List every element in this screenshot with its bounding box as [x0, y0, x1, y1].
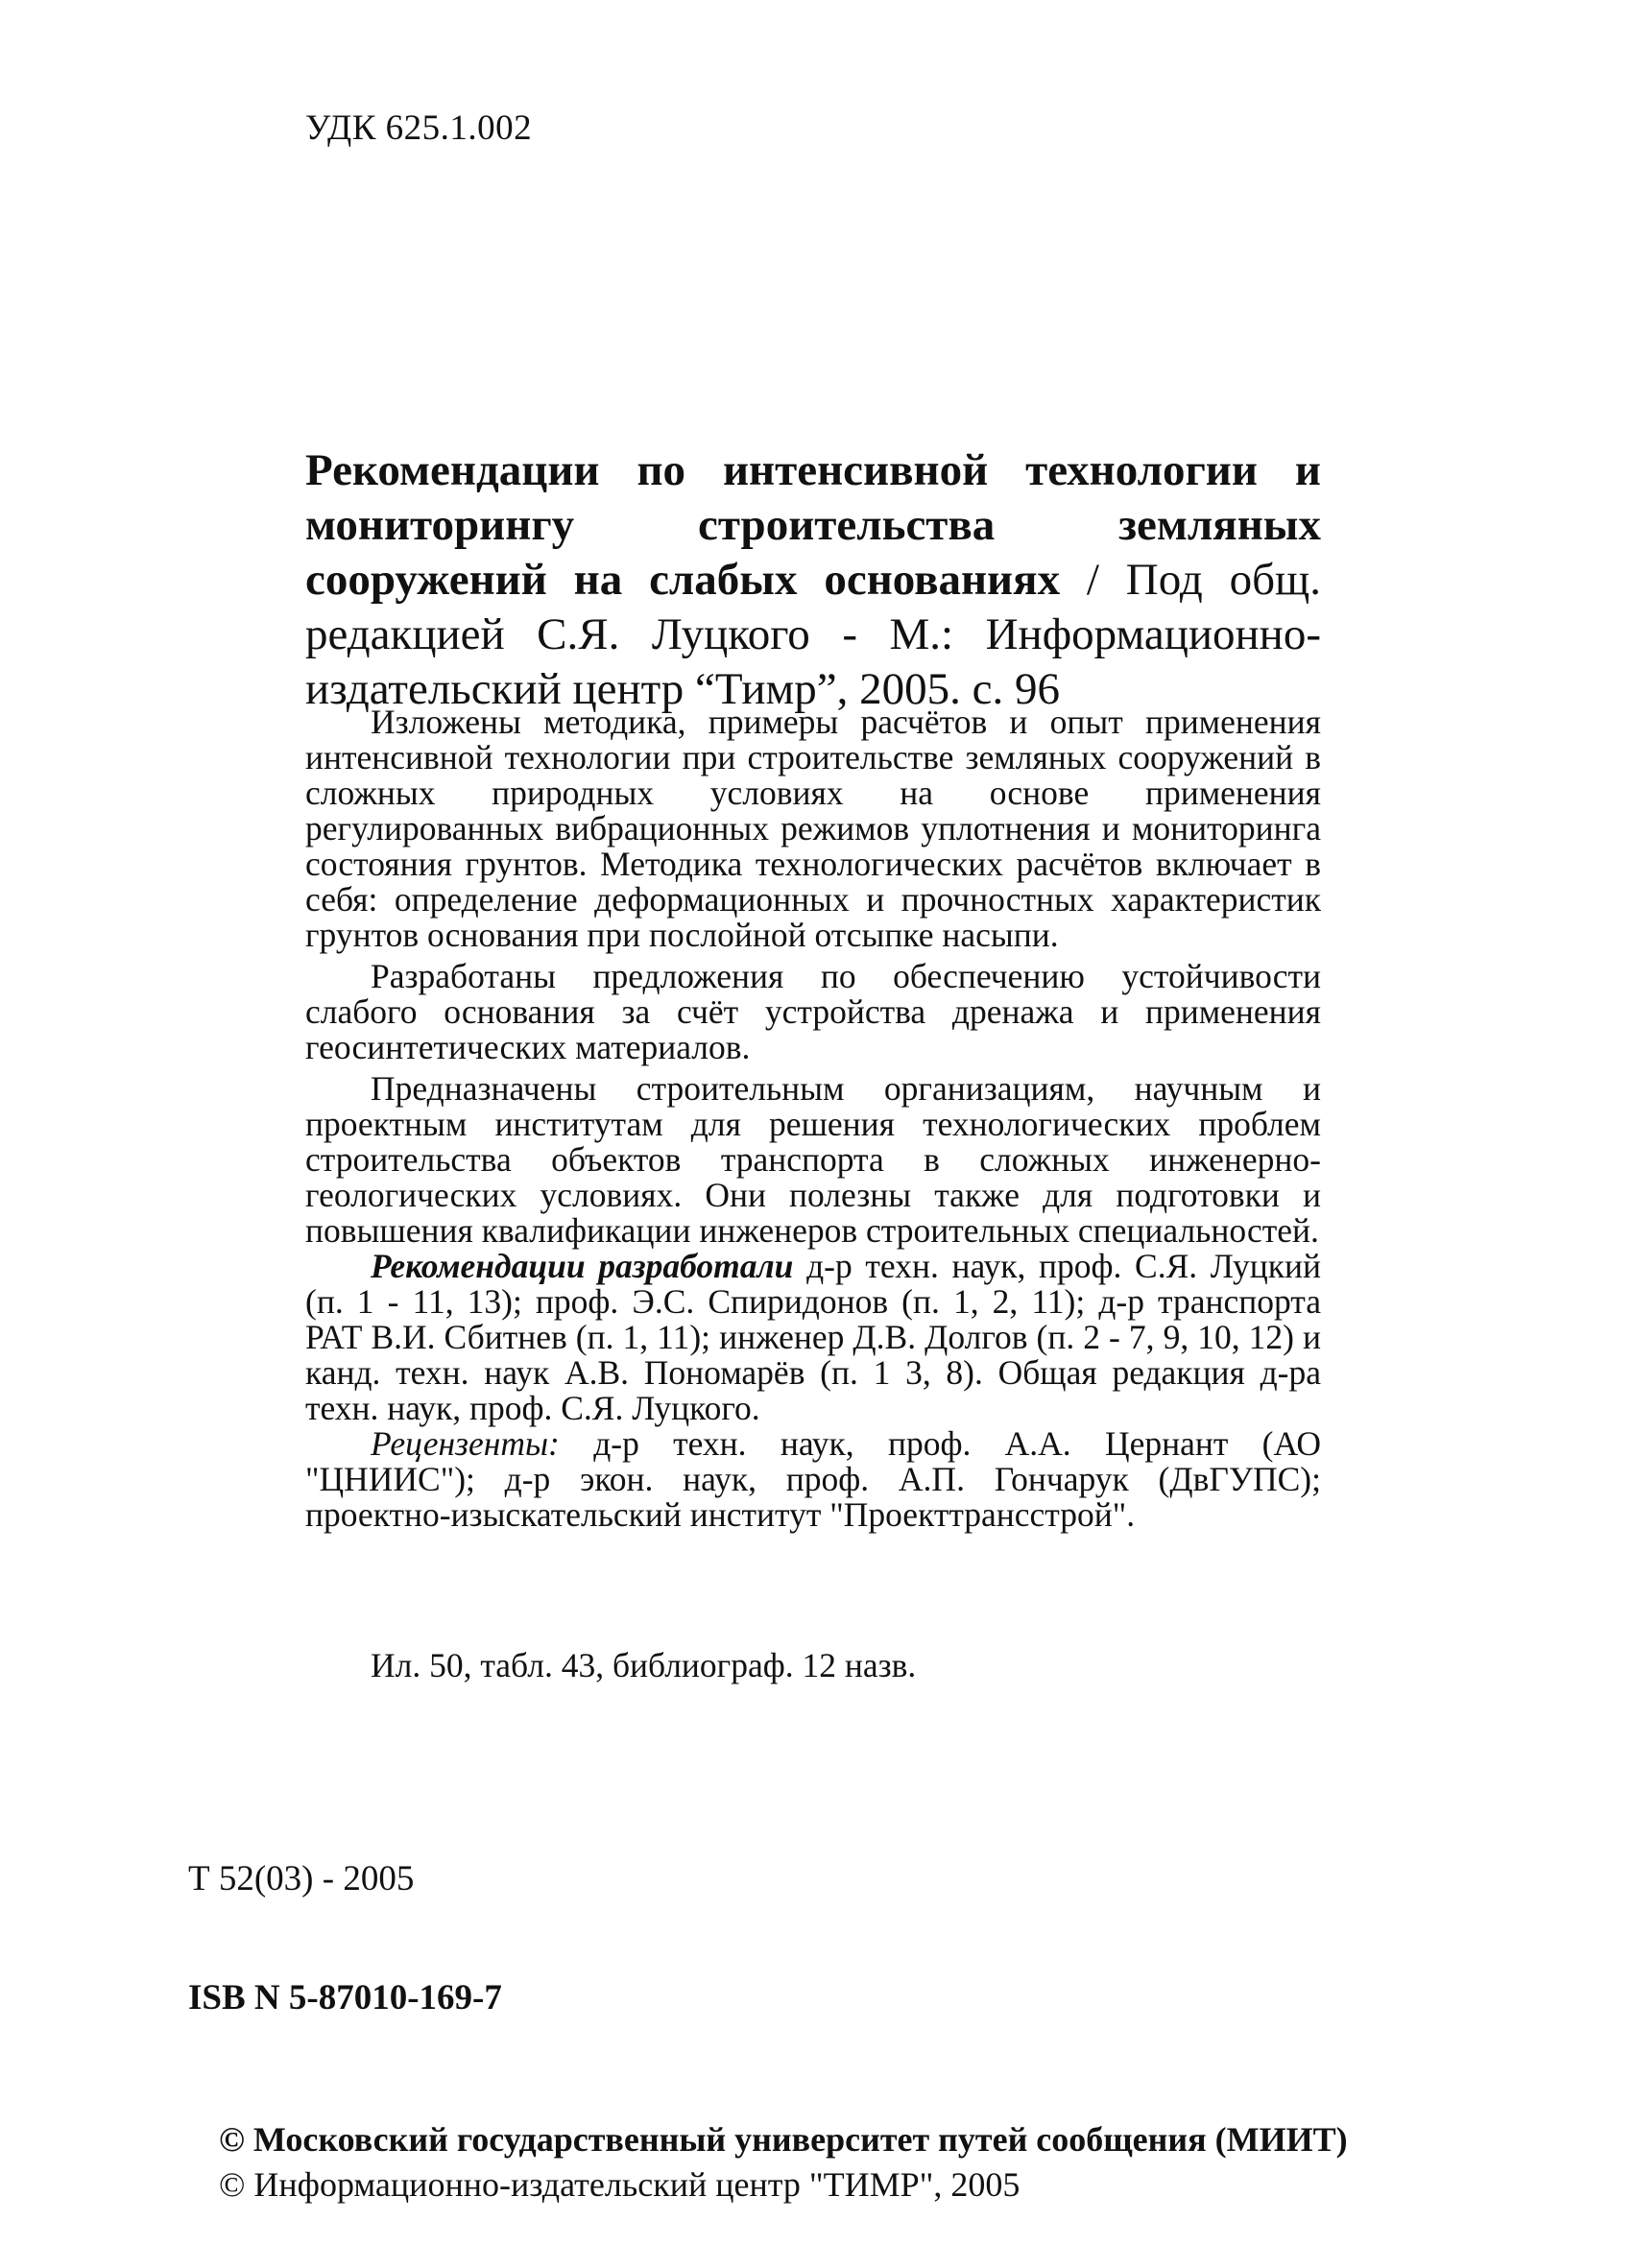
developers-label: Рекомендации разработали — [371, 1247, 794, 1285]
copyright-timr: © Информационно-издательский центр "ТИМР", 2005 — [219, 2165, 1021, 2204]
reviewers-text: д-р техн. наук, проф. А.А. Цернант (АО "ЦНИИС"); д-р экон. наук, проф. А.П. Гончарук (ДвГУПС); проектно-изыскательский институт "Проекттрансстрой". — [305, 1424, 1321, 1534]
bibliographic-title — [305, 443, 1321, 717]
developers-paragraph — [305, 1249, 1321, 1426]
t-code: Т 52(03) - 2005 — [188, 1859, 415, 1898]
abstract — [305, 704, 1321, 1533]
reviewers-label: Рецензенты: — [371, 1424, 560, 1463]
abstract-paragraph-2: Разработаны предложения по обеспечению устойчивости слабого основания за счёт устройства дренажа и применения геосинтетических материалов. — [305, 957, 1321, 1066]
reviewers-paragraph — [305, 1426, 1321, 1533]
abstract-paragraph-3: Предназначены строительным организациям, научным и проектным институтам для решения технологических проблем строительства объектов транспорта в сложных инженерно-геологических условиях. Они полезны также для подготовки и повышения квалификации инженеров строительных специальностей. — [305, 1069, 1321, 1250]
abstract-paragraph-1: Изложены методика, примеры расчётов и опыт применения интенсивной технологии при строительстве земляных сооружений в сложных природных условиях на основе применения регулированных вибрационных режимов уплотнения и мониторинга состояния грунтов. Методика технологических расчётов включает в себя: определение деформационных и прочностных характеристик грунтов основания при послойной отсыпке насыпи. — [305, 703, 1321, 954]
developers-text: д-р техн. наук, проф. С.Я. Луцкий (п. 1 - 11, 13); проф. Э.С. Спиридонов (п. 1, 2, 11); д-р транспорта РАТ В.И. Сбитнев (п. 1, 11); инженер Д.В. Долгов (п. 2 - 7, 9, 10, 12) и канд. техн. наук А.В. Пономарёв (п. 1 3, 8). Общая редакция д-ра техн. наук, проф. С.Я. Луцкого. — [305, 1247, 1321, 1427]
title-bold-part: Рекомендации по интенсивной технологии и мониторингу строительства земляных сооружений на слабых основаниях — [305, 445, 1321, 605]
illustrations-count: Ил. 50, табл. 43, библиограф. 12 назв. — [371, 1646, 917, 1684]
title-regular-part: / Под общ. редакцией С.Я. Луцкого - М.: Информационно-издательский центр “Тимр”, 2005. с. 96 — [305, 555, 1321, 714]
isbn: ISB N 5-87010-169-7 — [188, 1978, 502, 2017]
udk-code: УДК 625.1.002 — [305, 108, 533, 148]
copyright-miit: © Московский государственный университет путей сообщения (МИИТ) — [219, 2120, 1348, 2159]
